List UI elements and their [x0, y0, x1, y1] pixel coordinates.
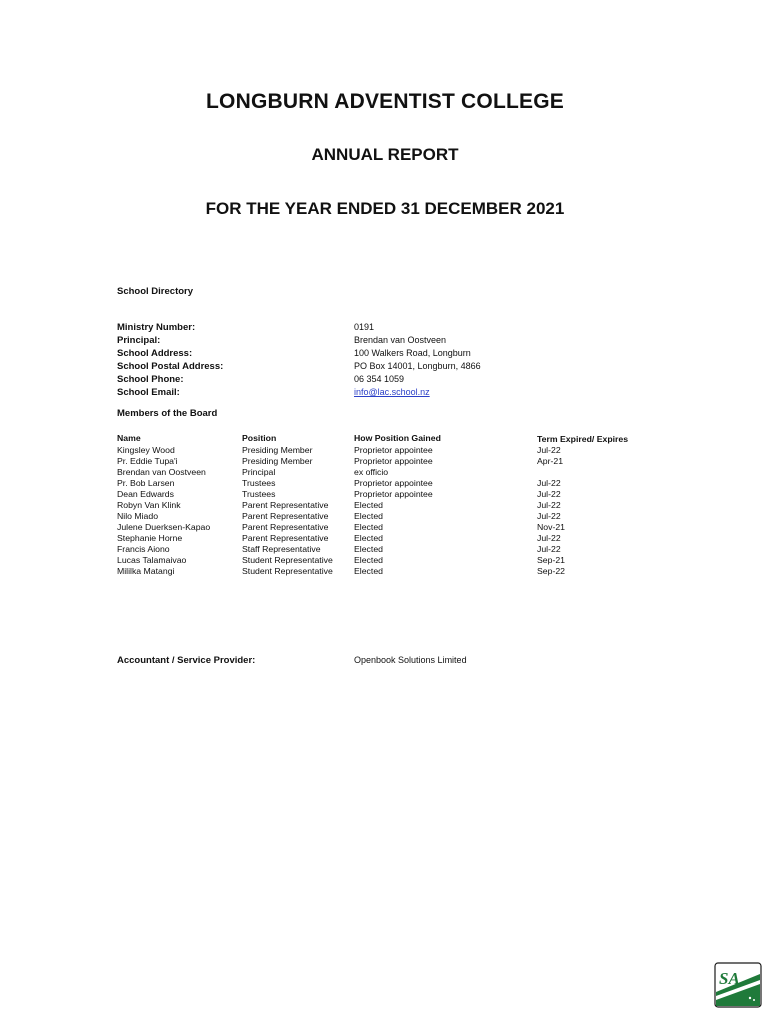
directory-value: 06 354 1059: [354, 374, 405, 384]
directory-value: Brendan van Oostveen: [354, 335, 447, 345]
table-row: [117, 445, 657, 456]
directory-label: School Address:: [117, 348, 193, 359]
report-title: ANNUAL REPORT: [311, 145, 459, 164]
member-position: Parent Representative: [242, 533, 329, 543]
directory-row-ministry-number: [117, 321, 617, 334]
member-position: Presiding Member: [242, 445, 313, 455]
table-row: [117, 555, 657, 566]
member-position: Presiding Member: [242, 456, 313, 466]
member-name: Dean Edwards: [117, 489, 174, 499]
member-position: Parent Representative: [242, 500, 329, 510]
report-period: FOR THE YEAR ENDED 31 DECEMBER 2021: [205, 199, 565, 218]
member-how-gained: Elected: [354, 544, 383, 554]
column-header-term: Term Expired/ Expires: [537, 434, 629, 444]
member-name: Robyn Van Klink: [117, 500, 181, 510]
member-how-gained: Elected: [354, 555, 383, 565]
column-header-position: Position: [242, 433, 277, 443]
member-how-gained: Proprietor appointee: [354, 445, 433, 455]
table-row: [117, 478, 657, 489]
school-directory-table: [117, 321, 617, 399]
member-how-gained: Elected: [354, 500, 383, 510]
member-term: Jul-22: [537, 478, 561, 488]
member-position: Student Representative: [242, 566, 333, 576]
directory-row-email: [117, 386, 617, 399]
member-term: Nov-21: [537, 522, 566, 532]
member-name: Lucas Talamaivao: [117, 555, 187, 565]
directory-value: PO Box 14001, Longburn, 4866: [354, 361, 481, 371]
member-position: Parent Representative: [242, 522, 329, 532]
school-name-title: LONGBURN ADVENTIST COLLEGE: [206, 90, 564, 113]
member-how-gained: Elected: [354, 533, 383, 543]
member-how-gained: Proprietor appointee: [354, 478, 433, 488]
board-members-heading: Members of the Board: [117, 408, 218, 419]
member-term: Apr-21: [537, 456, 564, 466]
member-position: Parent Representative: [242, 511, 329, 521]
member-term: Jul-22: [537, 445, 561, 455]
member-position: Student Representative: [242, 555, 333, 565]
directory-row-phone: [117, 373, 617, 386]
accountant-value: Openbook Solutions Limited: [354, 655, 467, 665]
table-row: [117, 511, 657, 522]
member-term: Jul-22: [537, 511, 561, 521]
member-name: Kingsley Wood: [117, 445, 175, 455]
table-row: [117, 522, 657, 533]
accountant-row: [117, 655, 617, 668]
member-how-gained: Proprietor appointee: [354, 456, 433, 466]
member-term: Jul-22: [537, 533, 561, 543]
table-row: [117, 533, 657, 544]
board-rows: [117, 445, 657, 577]
member-position: Trustees: [242, 478, 276, 488]
table-row: [117, 566, 657, 577]
member-position: Principal: [242, 467, 276, 477]
school-directory-heading: School Directory: [117, 286, 194, 297]
member-name: Mililka Matangi: [117, 566, 175, 576]
member-term: Sep-21: [537, 555, 566, 565]
directory-row-principal: [117, 334, 617, 347]
directory-value: 0191: [354, 322, 375, 332]
member-position: Staff Representative: [242, 544, 321, 554]
member-how-gained: Proprietor appointee: [354, 489, 433, 499]
directory-label: Principal:: [117, 335, 161, 346]
member-name: Pr. Bob Larsen: [117, 478, 175, 488]
accountant-label: Accountant / Service Provider:: [117, 655, 256, 666]
member-term: Jul-22: [537, 489, 561, 499]
table-row: [117, 500, 657, 511]
directory-label: School Email:: [117, 387, 180, 398]
member-name: Stephanie Horne: [117, 533, 183, 543]
directory-row-address: [117, 347, 617, 360]
member-term: Jul-22: [537, 544, 561, 554]
school-association-logo-icon: [714, 962, 762, 1008]
member-how-gained: Elected: [354, 522, 383, 532]
member-name: Pr. Eddie Tupa'i: [117, 456, 178, 466]
member-how-gained: Elected: [354, 566, 383, 576]
board-members-table: [117, 433, 657, 577]
table-header-row: [117, 433, 657, 445]
member-how-gained: Elected: [354, 511, 383, 521]
member-term: Jul-22: [537, 500, 561, 510]
member-name: Brendan van Oostveen: [117, 467, 206, 477]
member-how-gained: ex officio: [354, 467, 389, 477]
school-email-link[interactable]: info@lac.school.nz: [354, 387, 430, 397]
member-name: Nilo Miado: [117, 511, 159, 521]
member-name: Julene Duerksen-Kapao: [117, 522, 211, 532]
table-row: [117, 456, 657, 467]
directory-row-postal-address: [117, 360, 617, 373]
column-header-how-gained: How Position Gained: [354, 433, 441, 443]
directory-value: 100 Walkers Road, Longburn: [354, 348, 471, 358]
directory-label: School Postal Address:: [117, 361, 224, 372]
directory-label: Ministry Number:: [117, 322, 196, 333]
directory-label: School Phone:: [117, 374, 184, 385]
logo-text: SA: [719, 969, 740, 988]
member-term: Sep-22: [537, 566, 566, 576]
member-name: Francis Aiono: [117, 544, 170, 554]
member-position: Trustees: [242, 489, 276, 499]
table-row: [117, 489, 657, 500]
table-row: [117, 544, 657, 555]
table-row: [117, 467, 657, 478]
column-header-name: Name: [117, 433, 141, 443]
